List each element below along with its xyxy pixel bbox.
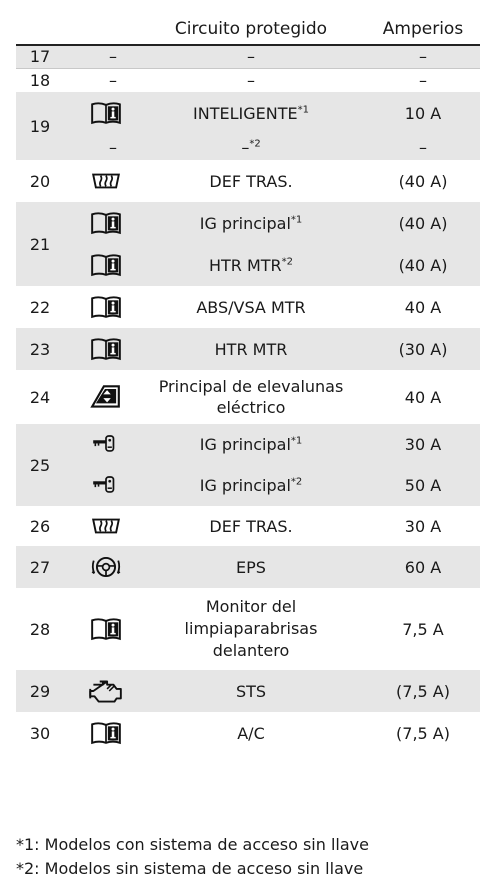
circuit-name: IG principal$^{*2}$ (136, 464, 366, 506)
amperage: (40 A) (366, 244, 480, 286)
circuit-name: –$^{*2}$ (136, 134, 366, 160)
fuse-number: 18 (29, 70, 51, 90)
table-row (16, 202, 480, 244)
fuse-number: 21 (16, 202, 64, 286)
table-row (16, 328, 480, 370)
header-icon (64, 14, 136, 45)
amperage: 50 A (366, 464, 480, 506)
table-row (16, 464, 480, 506)
rear-defroster-icon (90, 516, 122, 536)
manual-info-icon (91, 253, 121, 277)
fuse-number: 25 (16, 424, 64, 506)
circuit-name: Principal de elevalunas eléctrico (158, 377, 344, 417)
amperage: (30 A) (366, 328, 480, 370)
amperage: – (366, 134, 480, 160)
manual-info-icon (91, 337, 121, 361)
rear-defroster-icon (90, 171, 122, 191)
steering-wheel-icon (90, 552, 122, 582)
circuit-name: – (247, 70, 255, 90)
amperage: 7,5 A (402, 619, 444, 639)
table-row (16, 286, 480, 328)
amperage: (40 A) (366, 202, 480, 244)
fuse-number: 27 (16, 546, 64, 588)
table-row (16, 712, 480, 754)
circuit-name: IG principal$^{*1}$ (136, 424, 366, 464)
table-row (16, 546, 480, 588)
table-row (16, 134, 480, 160)
ignition-key-icon (90, 433, 122, 455)
table-row (16, 670, 480, 712)
header-circuit: Circuito protegido (136, 14, 366, 45)
footnote-1: *1: Modelos con sistema de acceso sin llave (16, 835, 369, 854)
circuit-name: Monitor del limpiaparabrisas delantero (184, 597, 318, 660)
fuse-number: 24 (29, 387, 51, 407)
circuit-name: ABS/VSA MTR (196, 297, 306, 317)
table-row (16, 45, 480, 68)
header-amps: Amperios (366, 14, 480, 45)
footnote-2: *2: Modelos sin sistema de acceso sin llave (16, 859, 364, 878)
manual-info-icon (91, 295, 121, 319)
manual-info-icon (91, 617, 121, 641)
amperage: (7,5 A) (366, 670, 480, 712)
circuit-name: DEF TRAS. (209, 516, 293, 536)
fuse-table (16, 14, 480, 754)
fuse-number: 26 (29, 516, 51, 536)
table-row (16, 506, 480, 546)
manual-info-icon (91, 211, 121, 235)
amperage: – (419, 70, 427, 90)
amperage: 60 A (366, 546, 480, 588)
manual-info-icon (91, 101, 121, 125)
fuse-number: 20 (29, 171, 51, 191)
header-num (16, 14, 64, 45)
table-row (16, 588, 480, 670)
fuse-number: 17 (16, 45, 64, 68)
power-window-icon (90, 383, 122, 411)
table-row (16, 92, 480, 134)
circuit-name: DEF TRAS. (209, 171, 293, 191)
fuse-number: 30 (29, 723, 51, 743)
fuse-number: 28 (29, 619, 51, 639)
icon-placeholder-dash: – (64, 134, 136, 160)
circuit-name: A/C (237, 723, 265, 743)
circuit-name: INTELIGENTE$^{*1}$ (136, 92, 366, 134)
circuit-name: HTR MTR (136, 328, 366, 370)
amperage: 10 A (366, 92, 480, 134)
table-header (16, 14, 480, 45)
circuit-name: IG principal$^{*1}$ (136, 202, 366, 244)
icon-placeholder-dash: – (64, 45, 136, 68)
circuit-name: STS (136, 670, 366, 712)
circuit-name: HTR MTR$^{*2}$ (136, 244, 366, 286)
circuit-name: – (136, 45, 366, 68)
amperage: 40 A (404, 297, 442, 317)
table-row (16, 424, 480, 464)
fuse-number: 19 (16, 92, 64, 160)
table-row (16, 244, 480, 286)
table-row (16, 370, 480, 424)
amperage: (7,5 A) (396, 723, 450, 743)
amperage: 30 A (404, 516, 442, 536)
engine-check-icon (86, 677, 124, 705)
table-row (16, 160, 480, 202)
manual-info-icon (91, 721, 121, 745)
ignition-key-icon (90, 474, 122, 496)
amperage: (40 A) (398, 171, 448, 191)
amperage: – (366, 45, 480, 68)
circuit-name: EPS (136, 546, 366, 588)
amperage: 30 A (366, 424, 480, 464)
table-row (16, 68, 480, 92)
fuse-number: 29 (16, 670, 64, 712)
amperage: 40 A (404, 387, 442, 407)
fuse-number: 23 (16, 328, 64, 370)
fuse-number: 22 (29, 297, 51, 317)
icon-placeholder-dash: – (109, 70, 117, 90)
